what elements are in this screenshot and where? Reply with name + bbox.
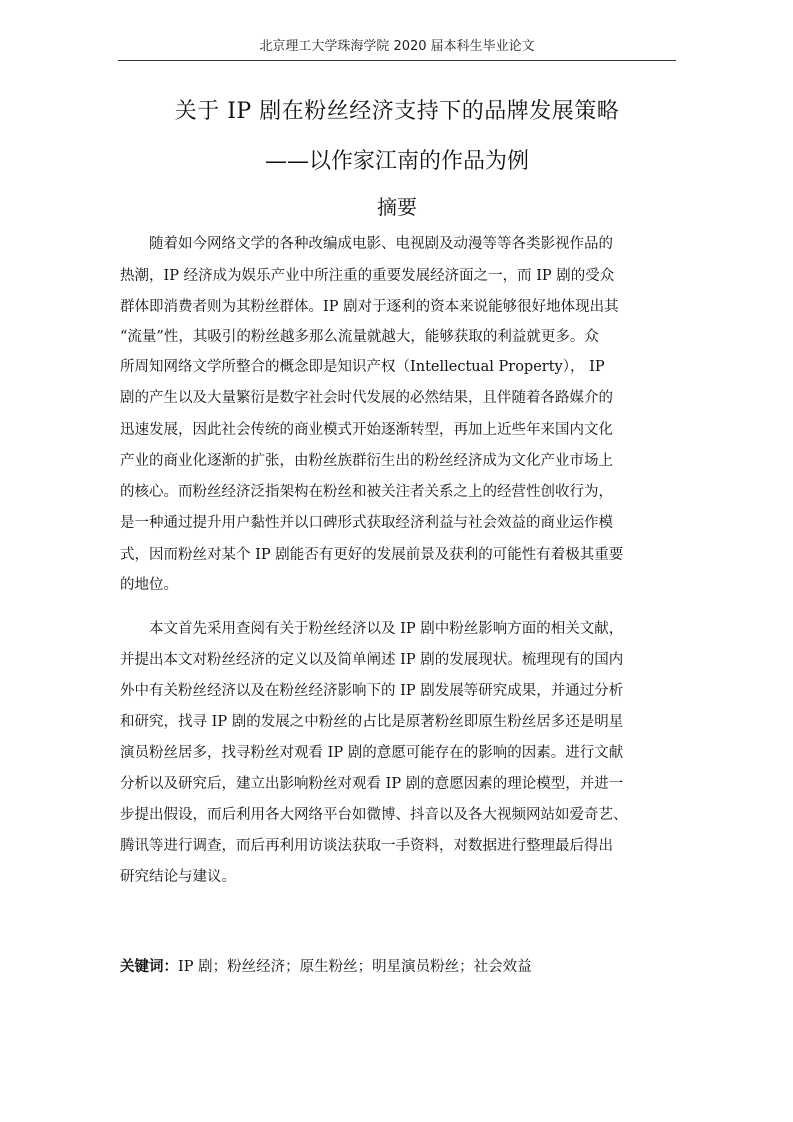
abstract-p2-line: 研究结论与建议。 [120,869,236,885]
thesis-title: 关于 IP 剧在粉丝经济支持下的品牌发展策略 [174,99,620,124]
abstract-p2-line: 本文首先采用查阅有关于粉丝经济以及 IP 剧中粉丝影响方面的相关文献， [120,621,624,637]
abstract-p1-line: 是一种通过提升用户黏性并以口碑形式获取经济利益与社会效益的商业运作模 [120,515,613,531]
abstract-p2-line: 分析以及研究后，建立出影响粉丝对观看 IP 剧的意愿因素的理论模型，并进一 [120,776,624,792]
abstract-p1-line: “流量”性，其吸引的粉丝越多那么流量就越大，能够获取的利益就更多。众 [120,329,599,345]
abstract-heading: 摘要 [377,195,417,219]
abstract-p2-line: 步提出假设，而后利用各大网络平台如微博、抖音以及各大视频网站如爱奇艺、 [120,807,628,823]
abstract-p1-line: 的核心。而粉丝经济泛指架构在粉丝和被关注者关系之上的经营性创收行为， [120,484,613,500]
abstract-p2-line: 外中有关粉丝经济以及在粉丝经济影响下的 IP 剧发展等研究成果，并通过分析 [120,683,624,699]
abstract-p1-line: 的地位。 [120,577,178,593]
abstract-p1-line: 产业的商业化逐渐的扩张，由粉丝族群衍生出的粉丝经济成为文化产业市场上 [120,453,613,469]
abstract-p1-line: 式，因而粉丝对某个 IP 剧能否有更好的发展前景及获利的可能性有着极其重要 [120,547,624,563]
abstract-p2-line: 腾讯等进行调查，而后再利用访谈法获取一手资料，对数据进行整理最后得出 [120,838,613,854]
header-divider [118,60,676,61]
abstract-p2-line: 并提出本文对粉丝经济的定义以及简单阐述 IP 剧的发展现状。梳理现有的国内 [120,652,624,668]
page-header: 北京理工大学珠海学院 2020 届本科生毕业论文 [259,39,535,54]
abstract-p1-line: 群体即消费者则为其粉丝群体。IP 剧对于逐利的资本来说能够很好地体现出其 [120,299,619,315]
abstract-p2-line: 演员粉丝居多，找寻粉丝对观看 IP 剧的意愿可能存在的影响的因素。进行文献 [120,745,624,761]
keywords-line [120,957,680,977]
thesis-subtitle: ——以作家江南的作品为例 [264,149,529,174]
abstract-p1-line: 剧的产生以及大量繁衍是数字社会时代发展的必然结果，且伴随着各路媒介的 [120,390,613,406]
keywords-text: IP 剧；粉丝经济；原生粉丝；明星演员粉丝；社会效益 [178,959,532,975]
keywords-label: 关键词： [120,959,178,975]
abstract-p1-line: 迅速发展，因此社会传统的商业模式开始逐渐转型，再加上近些年来国内文化 [120,422,613,438]
abstract-p1-line: 所周知网络文学所整合的概念即是知识产权（Intellectual Property）， IP [120,359,605,375]
abstract-p2-line: 和研究，找寻 IP 剧的发展之中粉丝的占比是原著粉丝即原生粉丝居多还是明星 [120,714,624,730]
abstract-p1-line: 热潮，IP 经济成为娱乐产业中所注重的重要发展经济面之一，而 IP 剧的受众 [120,268,615,284]
abstract-p1-line: 随着如今网络文学的各种改编成电影、电视剧及动漫等等各类影视作品的 [120,236,613,252]
